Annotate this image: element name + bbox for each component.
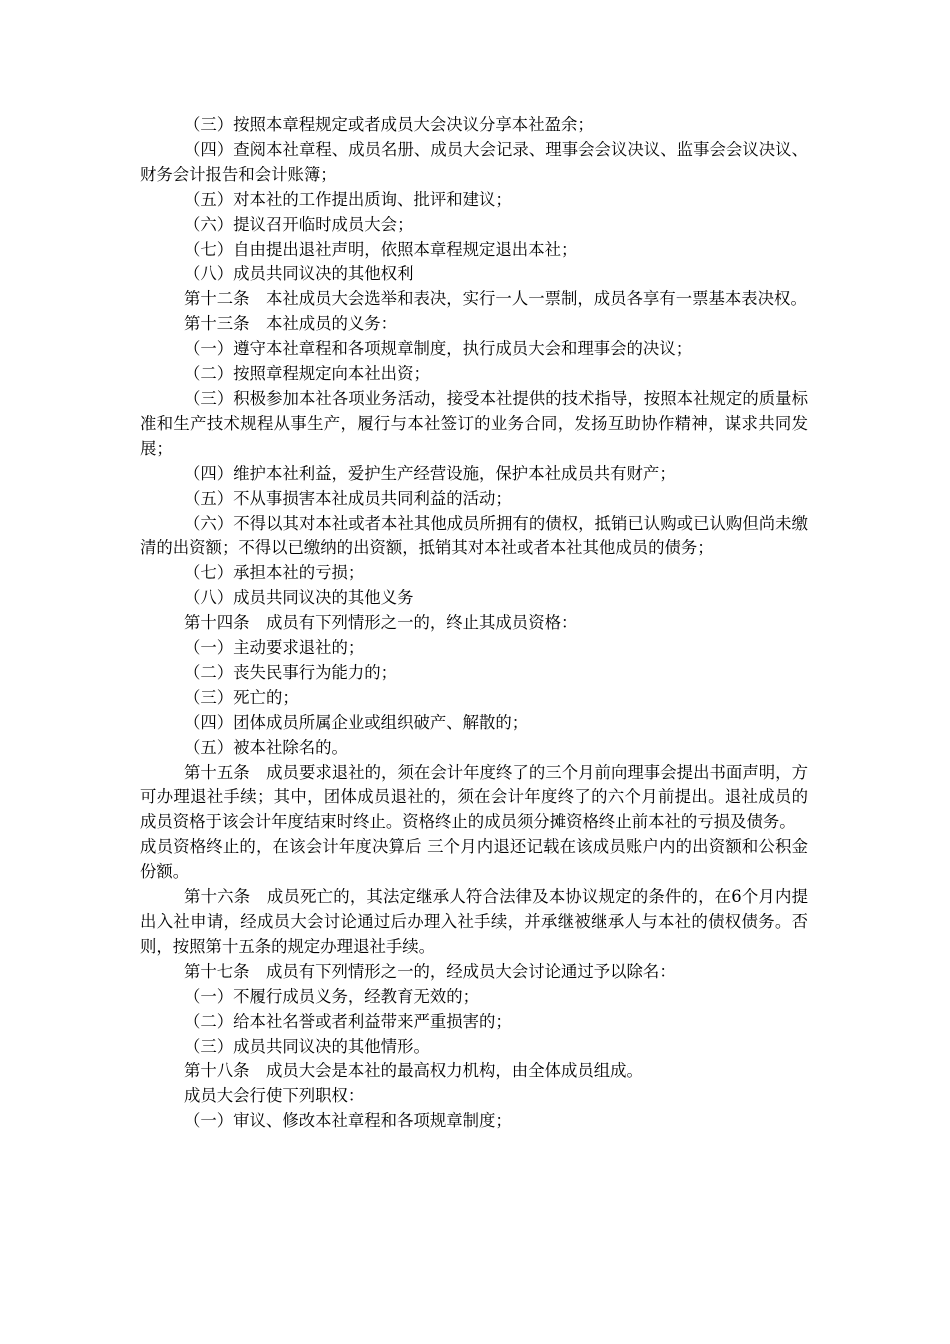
paragraph: 成员大会行使下列职权： [184, 1086, 365, 1106]
paragraph: 成员资格终止的，在该会计年度决算后 三个月内退还记载在该成员账户内的出资额和公积金份额。 [140, 837, 808, 882]
paragraph: （三）死亡的； [184, 687, 299, 707]
article-16: 第十六条 成员死亡的，其法定继承人符合法律及本协议规定的条件的，在6个月内提出入社申请，经成员大会讨论通过后办理入社手续，并承继被继承人与本社的债权债务。否则，按照第十五条的规定办理退社手续。 [140, 887, 808, 956]
paragraph: （八）成员共同议决的其他权利 [184, 264, 414, 284]
article-12: 第十二条 本社成员大会选举和表决，实行一人一票制，成员各享有一票基本表决权。 [184, 289, 807, 309]
document-body [140, 113, 808, 1134]
article-18: 第十八条 成员大会是本社的最高权力机构，由全体成员组成。 [184, 1061, 643, 1081]
paragraph: （二）丧失民事行为能力的； [184, 662, 398, 682]
paragraph: （六）提议召开临时成员大会； [184, 214, 414, 234]
article-17: 第十七条 成员有下列情形之一的，经成员大会讨论通过予以除名： [184, 961, 676, 981]
paragraph: （一）审议、修改本社章程和各项规章制度； [184, 1111, 512, 1131]
paragraph: （七）自由提出退社声明，依照本章程规定退出本社； [184, 239, 578, 259]
article-14: 第十四条 成员有下列情形之一的，终止其成员资格： [184, 613, 578, 633]
paragraph: （五）对本社的工作提出质询、批评和建议； [184, 189, 512, 209]
article-15: 第十五条 成员要求退社的，须在会计年度终了的三个月前向理事会提出书面声明，方可办理退社手续；其中，团体成员退社的，须在会计年度终了的六个月前提出。退社成员的成员资格于该会计年度结束时终止。资格终止的成员须分摊资格终止前本社的亏损及债务。 [140, 762, 808, 832]
paragraph: （四）维护本社利益，爱护生产经营设施，保护本社成员共有财产； [184, 463, 676, 483]
paragraph: （五）不从事损害本社成员共同利益的活动； [184, 488, 512, 508]
paragraph: （二）给本社名誉或者利益带来严重损害的； [184, 1011, 512, 1031]
paragraph: （一）主动要求退社的； [184, 638, 365, 658]
paragraph: （七）承担本社的亏损； [184, 563, 365, 583]
paragraph: （四）查阅本社章程、成员名册、成员大会记录、理事会会议决议、监事会会议决议、财务会计报告和会计账簿； [140, 139, 808, 184]
paragraph: （三）按照本章程规定或者成员大会决议分享本社盈余； [184, 115, 594, 134]
paragraph: （三）积极参加本社各项业务活动，接受本社提供的技术指导，按照本社规定的质量标准和生产技术规程从事生产，履行与本社签订的业务合同，发扬互助协作精神，谋求共同发展； [140, 388, 808, 458]
paragraph: （一）不履行成员义务，经教育无效的； [184, 986, 480, 1006]
paragraph: （一）遵守本社章程和各项规章制度，执行成员大会和理事会的决议； [184, 339, 693, 359]
article-13: 第十三条 本社成员的义务： [184, 314, 398, 334]
paragraph: （二）按照章程规定向本社出资； [184, 364, 430, 384]
paragraph: （六）不得以其对本社或者本社其他成员所拥有的债权，抵销已认购或已认购但尚未缴清的出资额；不得以已缴纳的出资额，抵销其对本社或者本社其他成员的债务； [140, 513, 808, 558]
paragraph: （五）被本社除名的。 [184, 737, 348, 757]
paragraph: （四）团体成员所属企业或组织破产、解散的； [184, 712, 529, 732]
paragraph: （八）成员共同议决的其他义务 [184, 588, 414, 608]
paragraph: （三）成员共同议决的其他情形。 [184, 1036, 430, 1056]
